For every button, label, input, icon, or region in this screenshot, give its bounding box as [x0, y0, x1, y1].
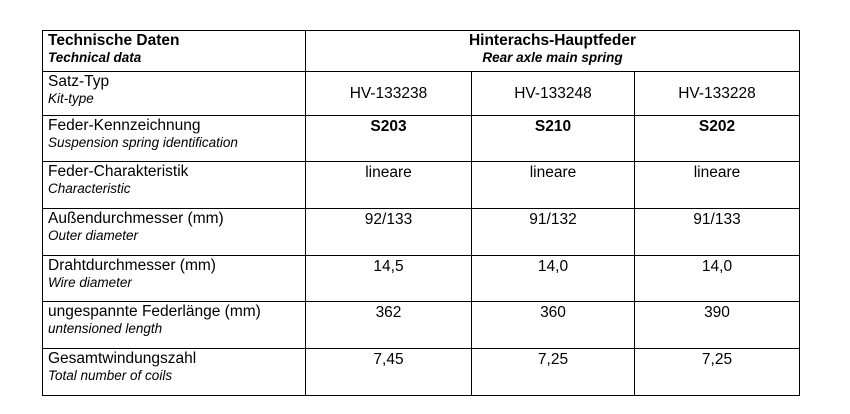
header-label-de: Technische Daten	[48, 32, 180, 49]
row-spring-identification	[43, 116, 800, 162]
row-label-de: Satz-Typ	[48, 73, 110, 90]
value-cell: 91/132	[472, 209, 635, 256]
row-label-en: untensioned length	[48, 321, 163, 336]
row-label-cell	[43, 72, 306, 116]
value-cell: lineare	[306, 162, 472, 209]
row-label-cell	[43, 349, 306, 396]
value-cell: 7,25	[635, 349, 800, 396]
value-cell: 362	[306, 302, 472, 349]
row-kit-type	[43, 72, 800, 116]
value-cell: 360	[472, 302, 635, 349]
value-cell: S210	[472, 116, 635, 162]
spring-title-de: Hinterachs-Hauptfeder	[468, 32, 637, 49]
header-label-cell	[43, 31, 306, 72]
row-label-en: Wire diameter	[48, 275, 132, 290]
row-label-en: Total number of coils	[48, 368, 173, 383]
header-row	[43, 31, 800, 72]
value-cell: S202	[635, 116, 800, 162]
row-outer-diameter	[43, 209, 800, 256]
value-cell: S203	[306, 116, 472, 162]
row-label-cell	[43, 162, 306, 209]
row-label-en: Outer diameter	[48, 228, 139, 243]
value-cell: 92/133	[306, 209, 472, 256]
value-cell: lineare	[635, 162, 800, 209]
value-cell: 14,0	[472, 256, 635, 302]
value-cell: 7,25	[472, 349, 635, 396]
row-label-de: Feder-Charakteristik	[48, 163, 189, 180]
row-characteristic	[43, 162, 800, 209]
row-label-en: Characteristic	[48, 181, 131, 196]
row-label-en: Suspension spring identification	[48, 135, 238, 150]
value-cell: 14,0	[635, 256, 800, 302]
value-cell: 390	[635, 302, 800, 349]
value-cell: 91/133	[635, 209, 800, 256]
value-cell: HV-133238	[306, 72, 472, 116]
header-title-cell	[306, 31, 800, 72]
row-label-cell	[43, 116, 306, 162]
row-label-de: Gesamtwindungszahl	[48, 350, 197, 367]
row-total-coils	[43, 349, 800, 396]
header-label-en: Technical data	[48, 50, 142, 65]
row-wire-diameter	[43, 256, 800, 302]
spec-table	[42, 30, 800, 396]
value-cell: lineare	[472, 162, 635, 209]
value-cell: HV-133248	[472, 72, 635, 116]
row-label-cell	[43, 256, 306, 302]
spring-title-en: Rear axle main spring	[482, 50, 623, 65]
row-label-de: Drahtdurchmesser (mm)	[48, 257, 216, 274]
value-cell: 7,45	[306, 349, 472, 396]
value-cell: HV-133228	[635, 72, 800, 116]
row-label-de: Außendurchmesser (mm)	[48, 210, 224, 227]
row-label-en: Kit-type	[48, 91, 94, 106]
row-label-cell	[43, 209, 306, 256]
row-label-de: ungespannte Federlänge (mm)	[48, 303, 261, 320]
row-untensioned-length	[43, 302, 800, 349]
value-cell: 14,5	[306, 256, 472, 302]
row-label-cell	[43, 302, 306, 349]
row-label-de: Feder-Kennzeichnung	[48, 117, 201, 134]
